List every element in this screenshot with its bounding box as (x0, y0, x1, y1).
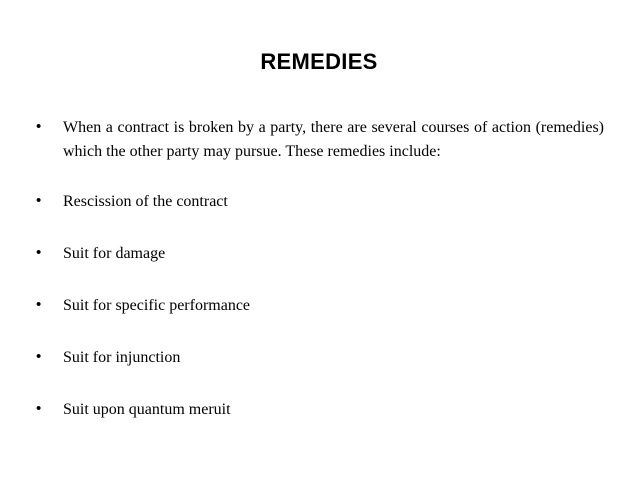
bullet-text: Suit for specific performance (63, 297, 251, 314)
bullet-marker: • (36, 244, 42, 261)
slide-title: REMEDIES (260, 49, 378, 74)
bullet-marker: • (36, 192, 42, 209)
bullet-item-quantum-meruit (36, 398, 604, 422)
bullet-item-injunction (36, 346, 604, 370)
bullet-marker: • (36, 118, 42, 135)
bullet-marker: • (36, 296, 42, 313)
bullet-list (36, 116, 604, 450)
bullet-text: Suit upon quantum meruit (63, 401, 231, 418)
bullet-item-rescission (36, 190, 604, 214)
bullet-marker: • (36, 348, 42, 365)
bullet-text: Suit for injunction (63, 349, 181, 366)
bullet-marker: • (36, 400, 42, 417)
bullet-text: When a contract is broken by a party, there are several courses of action (remedies) which the other party may pursue. These remedies include: (63, 119, 604, 160)
bullet-text: Rescission of the contract (63, 193, 228, 210)
bullet-text: Suit for damage (63, 245, 166, 262)
bullet-item-damage (36, 242, 604, 266)
bullet-item-intro (36, 116, 604, 164)
bullet-item-specific-performance (36, 294, 604, 318)
